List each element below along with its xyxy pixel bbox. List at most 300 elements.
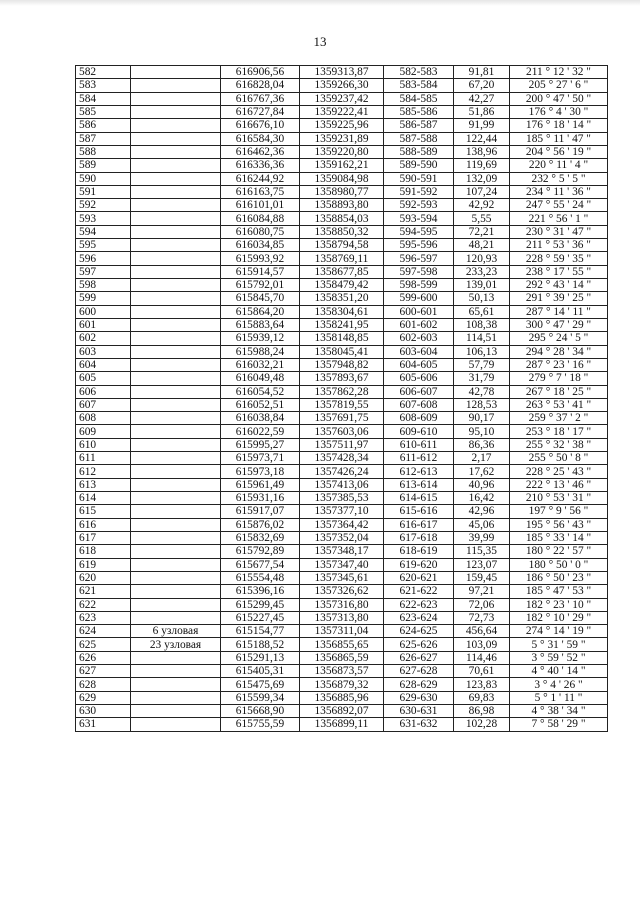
bearing-cell: 234 ° 11 ' 36 " bbox=[510, 185, 608, 198]
bearing-cell: 238 ° 17 ' 55 " bbox=[510, 265, 608, 278]
coord-x-cell: 615227,45 bbox=[221, 611, 300, 624]
segment-cell: 617-618 bbox=[384, 531, 454, 544]
length-cell: 16,42 bbox=[454, 492, 510, 505]
bearing-cell: 182 ° 23 ' 10 " bbox=[510, 598, 608, 611]
length-cell: 114,46 bbox=[454, 651, 510, 664]
point-number-cell: 620 bbox=[76, 571, 131, 584]
bearing-cell: 267 ° 18 ' 25 " bbox=[510, 385, 608, 398]
coord-x-cell: 616584,30 bbox=[221, 132, 300, 145]
coord-x-cell: 616052,51 bbox=[221, 398, 300, 411]
table-row bbox=[76, 678, 608, 691]
bearing-cell: 200 ° 47 ' 50 " bbox=[510, 92, 608, 105]
point-number-cell: 616 bbox=[76, 518, 131, 531]
coord-y-cell: 1359231,89 bbox=[300, 132, 384, 145]
coord-x-cell: 616462,36 bbox=[221, 145, 300, 158]
point-number-cell: 596 bbox=[76, 252, 131, 265]
point-note-cell bbox=[131, 159, 221, 172]
table-row bbox=[76, 438, 608, 451]
segment-cell: 614-615 bbox=[384, 492, 454, 505]
coord-y-cell: 1359237,42 bbox=[300, 92, 384, 105]
coord-y-cell: 1358045,41 bbox=[300, 345, 384, 358]
point-note-cell bbox=[131, 705, 221, 718]
point-note-cell bbox=[131, 718, 221, 731]
coord-x-cell: 616101,01 bbox=[221, 199, 300, 212]
point-number-cell: 615 bbox=[76, 505, 131, 518]
length-cell: 69,83 bbox=[454, 691, 510, 704]
length-cell: 106,13 bbox=[454, 345, 510, 358]
bearing-cell: 211 ° 12 ' 32 " bbox=[510, 66, 608, 79]
point-note-cell bbox=[131, 518, 221, 531]
point-number-cell: 618 bbox=[76, 545, 131, 558]
coord-x-cell: 616906,56 bbox=[221, 66, 300, 79]
point-note-cell bbox=[131, 265, 221, 278]
point-note-cell: 6 узловая bbox=[131, 625, 221, 638]
coord-x-cell: 615939,12 bbox=[221, 332, 300, 345]
coord-x-cell: 616032,21 bbox=[221, 358, 300, 371]
segment-cell: 613-614 bbox=[384, 478, 454, 491]
point-number-cell: 607 bbox=[76, 398, 131, 411]
bearing-cell: 292 ° 43 ' 14 " bbox=[510, 279, 608, 292]
coord-x-cell: 615554,48 bbox=[221, 571, 300, 584]
bearing-cell: 3 ° 4 ' 26 " bbox=[510, 678, 608, 691]
table-row bbox=[76, 571, 608, 584]
length-cell: 114,51 bbox=[454, 332, 510, 345]
coord-x-cell: 616049,48 bbox=[221, 372, 300, 385]
point-note-cell bbox=[131, 651, 221, 664]
coord-y-cell: 1357819,55 bbox=[300, 398, 384, 411]
length-cell: 115,35 bbox=[454, 545, 510, 558]
bearing-cell: 4 ° 40 ' 14 " bbox=[510, 665, 608, 678]
point-note-cell bbox=[131, 665, 221, 678]
length-cell: 128,53 bbox=[454, 398, 510, 411]
length-cell: 50,13 bbox=[454, 292, 510, 305]
coord-x-cell: 615291,13 bbox=[221, 651, 300, 664]
length-cell: 57,79 bbox=[454, 358, 510, 371]
length-cell: 95,10 bbox=[454, 425, 510, 438]
length-cell: 159,45 bbox=[454, 571, 510, 584]
segment-cell: 630-631 bbox=[384, 705, 454, 718]
coord-x-cell: 615988,24 bbox=[221, 345, 300, 358]
coord-x-cell: 616727,84 bbox=[221, 105, 300, 118]
coord-x-cell: 615677,54 bbox=[221, 558, 300, 571]
point-note-cell bbox=[131, 398, 221, 411]
length-cell: 102,28 bbox=[454, 718, 510, 731]
segment-cell: 592-593 bbox=[384, 199, 454, 212]
segment-cell: 619-620 bbox=[384, 558, 454, 571]
table-row bbox=[76, 145, 608, 158]
point-number-cell: 586 bbox=[76, 119, 131, 132]
bearing-cell: 228 ° 59 ' 35 " bbox=[510, 252, 608, 265]
point-note-cell bbox=[131, 492, 221, 505]
point-note-cell bbox=[131, 678, 221, 691]
point-note-cell bbox=[131, 452, 221, 465]
segment-cell: 628-629 bbox=[384, 678, 454, 691]
coord-y-cell: 1357385,53 bbox=[300, 492, 384, 505]
point-number-cell: 602 bbox=[76, 332, 131, 345]
bearing-cell: 253 ° 18 ' 17 " bbox=[510, 425, 608, 438]
point-number-cell: 582 bbox=[76, 66, 131, 79]
coord-y-cell: 1356899,11 bbox=[300, 718, 384, 731]
point-number-cell: 626 bbox=[76, 651, 131, 664]
coord-x-cell: 615864,20 bbox=[221, 305, 300, 318]
length-cell: 122,44 bbox=[454, 132, 510, 145]
coord-x-cell: 616767,36 bbox=[221, 92, 300, 105]
table-row bbox=[76, 412, 608, 425]
bearing-cell: 3 ° 59 ' 52 " bbox=[510, 651, 608, 664]
point-number-cell: 606 bbox=[76, 385, 131, 398]
length-cell: 90,17 bbox=[454, 412, 510, 425]
point-note-cell bbox=[131, 412, 221, 425]
table-row bbox=[76, 305, 608, 318]
segment-cell: 627-628 bbox=[384, 665, 454, 678]
bearing-cell: 274 ° 14 ' 19 " bbox=[510, 625, 608, 638]
point-number-cell: 597 bbox=[76, 265, 131, 278]
table-row bbox=[76, 505, 608, 518]
coord-y-cell: 1357948,82 bbox=[300, 358, 384, 371]
segment-cell: 583-584 bbox=[384, 79, 454, 92]
length-cell: 138,96 bbox=[454, 145, 510, 158]
coord-y-cell: 1356879,32 bbox=[300, 678, 384, 691]
table-row bbox=[76, 691, 608, 704]
coord-x-cell: 616038,84 bbox=[221, 412, 300, 425]
coord-x-cell: 616054,52 bbox=[221, 385, 300, 398]
segment-cell: 586-587 bbox=[384, 119, 454, 132]
segment-cell: 623-624 bbox=[384, 611, 454, 624]
table-row bbox=[76, 358, 608, 371]
point-note-cell bbox=[131, 305, 221, 318]
coord-y-cell: 1357316,80 bbox=[300, 598, 384, 611]
table-row bbox=[76, 478, 608, 491]
length-cell: 91,81 bbox=[454, 66, 510, 79]
coord-x-cell: 616022,59 bbox=[221, 425, 300, 438]
segment-cell: 593-594 bbox=[384, 212, 454, 225]
coord-y-cell: 1358677,85 bbox=[300, 265, 384, 278]
bearing-cell: 300 ° 47 ' 29 " bbox=[510, 318, 608, 331]
coord-y-cell: 1357426,24 bbox=[300, 465, 384, 478]
point-number-cell: 609 bbox=[76, 425, 131, 438]
point-note-cell bbox=[131, 571, 221, 584]
coord-y-cell: 1357691,75 bbox=[300, 412, 384, 425]
length-cell: 40,96 bbox=[454, 478, 510, 491]
segment-cell: 591-592 bbox=[384, 185, 454, 198]
bearing-cell: 180 ° 22 ' 57 " bbox=[510, 545, 608, 558]
length-cell: 17,62 bbox=[454, 465, 510, 478]
segment-cell: 631-632 bbox=[384, 718, 454, 731]
length-cell: 65,61 bbox=[454, 305, 510, 318]
bearing-cell: 205 ° 27 ' 6 " bbox=[510, 79, 608, 92]
segment-cell: 584-585 bbox=[384, 92, 454, 105]
coord-y-cell: 1359220,80 bbox=[300, 145, 384, 158]
point-note-cell bbox=[131, 505, 221, 518]
point-number-cell: 598 bbox=[76, 279, 131, 292]
bearing-cell: 255 ° 32 ' 38 " bbox=[510, 438, 608, 451]
bearing-cell: 287 ° 23 ' 16 " bbox=[510, 358, 608, 371]
coord-x-cell: 615973,18 bbox=[221, 465, 300, 478]
table-row bbox=[76, 598, 608, 611]
coord-y-cell: 1356865,59 bbox=[300, 651, 384, 664]
table-row bbox=[76, 92, 608, 105]
coord-x-cell: 616828,04 bbox=[221, 79, 300, 92]
coord-x-cell: 615792,89 bbox=[221, 545, 300, 558]
point-number-cell: 590 bbox=[76, 172, 131, 185]
coord-y-cell: 1358893,80 bbox=[300, 199, 384, 212]
length-cell: 42,27 bbox=[454, 92, 510, 105]
point-number-cell: 591 bbox=[76, 185, 131, 198]
point-number-cell: 604 bbox=[76, 358, 131, 371]
table-row bbox=[76, 545, 608, 558]
point-note-cell bbox=[131, 691, 221, 704]
table-row bbox=[76, 212, 608, 225]
length-cell: 123,07 bbox=[454, 558, 510, 571]
point-note-cell bbox=[131, 279, 221, 292]
coord-x-cell: 615995,27 bbox=[221, 438, 300, 451]
length-cell: 39,99 bbox=[454, 531, 510, 544]
coord-y-cell: 1359225,96 bbox=[300, 119, 384, 132]
point-number-cell: 610 bbox=[76, 438, 131, 451]
table-row bbox=[76, 185, 608, 198]
length-cell: 72,06 bbox=[454, 598, 510, 611]
coord-y-cell: 1357862,28 bbox=[300, 385, 384, 398]
coord-x-cell: 615931,16 bbox=[221, 492, 300, 505]
point-number-cell: 614 bbox=[76, 492, 131, 505]
point-note-cell bbox=[131, 425, 221, 438]
point-note-cell bbox=[131, 225, 221, 238]
coord-y-cell: 1357428,34 bbox=[300, 452, 384, 465]
length-cell: 139,01 bbox=[454, 279, 510, 292]
point-number-cell: 619 bbox=[76, 558, 131, 571]
coord-x-cell: 615876,02 bbox=[221, 518, 300, 531]
table-row bbox=[76, 372, 608, 385]
segment-cell: 585-586 bbox=[384, 105, 454, 118]
bearing-cell: 176 ° 18 ' 14 " bbox=[510, 119, 608, 132]
segment-cell: 602-603 bbox=[384, 332, 454, 345]
point-number-cell: 621 bbox=[76, 585, 131, 598]
page-number: 13 bbox=[313, 34, 327, 49]
bearing-cell: 211 ° 53 ' 36 " bbox=[510, 239, 608, 252]
point-number-cell: 608 bbox=[76, 412, 131, 425]
point-number-cell: 613 bbox=[76, 478, 131, 491]
bearing-cell: 255 ° 50 ' 8 " bbox=[510, 452, 608, 465]
coord-y-cell: 1358980,77 bbox=[300, 185, 384, 198]
coord-x-cell: 616084,88 bbox=[221, 212, 300, 225]
point-number-cell: 625 bbox=[76, 638, 131, 651]
bearing-cell: 185 ° 11 ' 47 " bbox=[510, 132, 608, 145]
length-cell: 107,24 bbox=[454, 185, 510, 198]
coord-x-cell: 615917,07 bbox=[221, 505, 300, 518]
segment-cell: 624-625 bbox=[384, 625, 454, 638]
table-row bbox=[76, 558, 608, 571]
table-row bbox=[76, 452, 608, 465]
table-row bbox=[76, 665, 608, 678]
coord-x-cell: 615154,77 bbox=[221, 625, 300, 638]
coord-y-cell: 1356873,57 bbox=[300, 665, 384, 678]
segment-cell: 611-612 bbox=[384, 452, 454, 465]
table-row bbox=[76, 531, 608, 544]
point-note-cell bbox=[131, 119, 221, 132]
bearing-cell: 197 ° 9 ' 56 " bbox=[510, 505, 608, 518]
coord-y-cell: 1358769,11 bbox=[300, 252, 384, 265]
point-note-cell bbox=[131, 332, 221, 345]
table-row bbox=[76, 611, 608, 624]
point-number-cell: 601 bbox=[76, 318, 131, 331]
coord-x-cell: 615599,34 bbox=[221, 691, 300, 704]
point-note-cell bbox=[131, 212, 221, 225]
length-cell: 103,09 bbox=[454, 638, 510, 651]
table-row bbox=[76, 585, 608, 598]
length-cell: 5,55 bbox=[454, 212, 510, 225]
point-note-cell bbox=[131, 318, 221, 331]
table-row bbox=[76, 239, 608, 252]
point-note-cell bbox=[131, 252, 221, 265]
point-number-cell: 623 bbox=[76, 611, 131, 624]
length-cell: 97,21 bbox=[454, 585, 510, 598]
point-note-cell bbox=[131, 199, 221, 212]
bearing-cell: 5 ° 1 ' 11 " bbox=[510, 691, 608, 704]
length-cell: 42,92 bbox=[454, 199, 510, 212]
point-number-cell: 629 bbox=[76, 691, 131, 704]
point-number-cell: 592 bbox=[76, 199, 131, 212]
length-cell: 45,06 bbox=[454, 518, 510, 531]
bearing-cell: 220 ° 11 ' 4 " bbox=[510, 159, 608, 172]
segment-cell: 588-589 bbox=[384, 145, 454, 158]
point-number-cell: 627 bbox=[76, 665, 131, 678]
table-row bbox=[76, 625, 608, 638]
bearing-cell: 204 ° 56 ' 19 " bbox=[510, 145, 608, 158]
length-cell: 91,99 bbox=[454, 119, 510, 132]
segment-cell: 625-626 bbox=[384, 638, 454, 651]
segment-cell: 594-595 bbox=[384, 225, 454, 238]
point-number-cell: 617 bbox=[76, 531, 131, 544]
length-cell: 456,64 bbox=[454, 625, 510, 638]
segment-cell: 610-611 bbox=[384, 438, 454, 451]
segment-cell: 629-630 bbox=[384, 691, 454, 704]
table-row bbox=[76, 225, 608, 238]
point-number-cell: 612 bbox=[76, 465, 131, 478]
coord-x-cell: 615883,64 bbox=[221, 318, 300, 331]
coord-y-cell: 1359084,98 bbox=[300, 172, 384, 185]
length-cell: 120,93 bbox=[454, 252, 510, 265]
table-row bbox=[76, 425, 608, 438]
point-number-cell: 584 bbox=[76, 92, 131, 105]
segment-cell: 607-608 bbox=[384, 398, 454, 411]
point-note-cell bbox=[131, 465, 221, 478]
point-note-cell bbox=[131, 172, 221, 185]
coord-y-cell: 1358854,03 bbox=[300, 212, 384, 225]
table-row bbox=[76, 199, 608, 212]
bearing-cell: 210 ° 53 ' 31 " bbox=[510, 492, 608, 505]
coord-x-cell: 616336,36 bbox=[221, 159, 300, 172]
coord-y-cell: 1358304,61 bbox=[300, 305, 384, 318]
coord-x-cell: 615914,57 bbox=[221, 265, 300, 278]
coord-x-cell: 615188,52 bbox=[221, 638, 300, 651]
segment-cell: 604-605 bbox=[384, 358, 454, 371]
point-note-cell bbox=[131, 185, 221, 198]
point-note-cell bbox=[131, 558, 221, 571]
length-cell: 67,20 bbox=[454, 79, 510, 92]
coord-y-cell: 1356855,65 bbox=[300, 638, 384, 651]
bearing-cell: 186 ° 50 ' 23 " bbox=[510, 571, 608, 584]
table-row bbox=[76, 345, 608, 358]
table-body bbox=[76, 66, 608, 732]
point-number-cell: 589 bbox=[76, 159, 131, 172]
point-note-cell bbox=[131, 385, 221, 398]
table-row bbox=[76, 718, 608, 731]
bearing-cell: 232 ° 5 ' 5 " bbox=[510, 172, 608, 185]
table-row bbox=[76, 66, 608, 79]
coord-y-cell: 1357311,04 bbox=[300, 625, 384, 638]
coord-x-cell: 616034,85 bbox=[221, 239, 300, 252]
length-cell: 86,36 bbox=[454, 438, 510, 451]
length-cell: 233,23 bbox=[454, 265, 510, 278]
segment-cell: 598-599 bbox=[384, 279, 454, 292]
point-note-cell: 23 узловая bbox=[131, 638, 221, 651]
coord-x-cell: 615973,71 bbox=[221, 452, 300, 465]
point-number-cell: 583 bbox=[76, 79, 131, 92]
coord-y-cell: 1357347,40 bbox=[300, 558, 384, 571]
bearing-cell: 222 ° 13 ' 46 " bbox=[510, 478, 608, 491]
coord-x-cell: 616244,92 bbox=[221, 172, 300, 185]
length-cell: 119,69 bbox=[454, 159, 510, 172]
table-row bbox=[76, 518, 608, 531]
segment-cell: 609-610 bbox=[384, 425, 454, 438]
coord-x-cell: 615993,92 bbox=[221, 252, 300, 265]
segment-cell: 615-616 bbox=[384, 505, 454, 518]
point-note-cell bbox=[131, 79, 221, 92]
coord-y-cell: 1357348,17 bbox=[300, 545, 384, 558]
point-number-cell: 622 bbox=[76, 598, 131, 611]
table-row bbox=[76, 465, 608, 478]
table-row bbox=[76, 105, 608, 118]
coord-x-cell: 615792,01 bbox=[221, 279, 300, 292]
segment-cell: 612-613 bbox=[384, 465, 454, 478]
bearing-cell: 279 ° 7 ' 18 " bbox=[510, 372, 608, 385]
length-cell: 31,79 bbox=[454, 372, 510, 385]
table-row bbox=[76, 398, 608, 411]
coord-x-cell: 615396,16 bbox=[221, 585, 300, 598]
coord-y-cell: 1357313,80 bbox=[300, 611, 384, 624]
table-row bbox=[76, 172, 608, 185]
coord-y-cell: 1358148,85 bbox=[300, 332, 384, 345]
coord-y-cell: 1358241,95 bbox=[300, 318, 384, 331]
bearing-cell: 263 ° 53 ' 41 " bbox=[510, 398, 608, 411]
coord-x-cell: 615299,45 bbox=[221, 598, 300, 611]
bearing-cell: 295 ° 24 ' 5 " bbox=[510, 332, 608, 345]
segment-cell: 603-604 bbox=[384, 345, 454, 358]
bearing-cell: 4 ° 38 ' 34 " bbox=[510, 705, 608, 718]
segment-cell: 608-609 bbox=[384, 412, 454, 425]
coord-x-cell: 615475,69 bbox=[221, 678, 300, 691]
coord-y-cell: 1359222,41 bbox=[300, 105, 384, 118]
bearing-cell: 294 ° 28 ' 34 " bbox=[510, 345, 608, 358]
point-number-cell: 600 bbox=[76, 305, 131, 318]
point-number-cell: 599 bbox=[76, 292, 131, 305]
length-cell: 48,21 bbox=[454, 239, 510, 252]
table-row bbox=[76, 265, 608, 278]
coord-y-cell: 1356892,07 bbox=[300, 705, 384, 718]
table-row bbox=[76, 492, 608, 505]
point-note-cell bbox=[131, 92, 221, 105]
length-cell: 86,98 bbox=[454, 705, 510, 718]
length-cell: 51,86 bbox=[454, 105, 510, 118]
segment-cell: 616-617 bbox=[384, 518, 454, 531]
coord-y-cell: 1357893,67 bbox=[300, 372, 384, 385]
bearing-cell: 287 ° 14 ' 11 " bbox=[510, 305, 608, 318]
coord-x-cell: 615668,90 bbox=[221, 705, 300, 718]
coord-y-cell: 1357603,06 bbox=[300, 425, 384, 438]
bearing-cell: 291 ° 39 ' 25 " bbox=[510, 292, 608, 305]
coord-x-cell: 615845,70 bbox=[221, 292, 300, 305]
length-cell: 72,21 bbox=[454, 225, 510, 238]
